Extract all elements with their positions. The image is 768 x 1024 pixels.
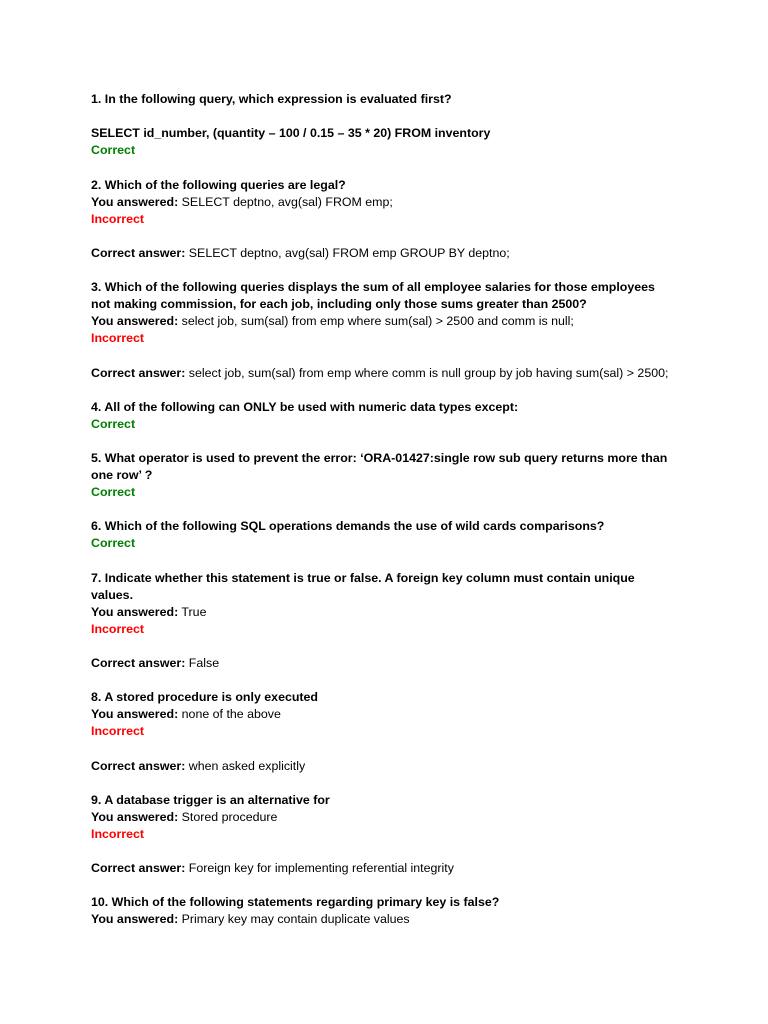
question-5-text-line-2: one row’ ? [91, 468, 153, 482]
correct-answer-label: Correct answer: [91, 366, 186, 380]
question-6-text: 6. Which of the following SQL operations demands the use of wild cards comparisons? [91, 519, 605, 533]
you-answered-value: select job, sum(sal) from emp where sum(sal) > 2500 and comm is null; [178, 314, 574, 328]
question-4-text: 4. All of the following can ONLY be used with numeric data types except: [91, 400, 519, 414]
question-7-result: Incorrect [91, 622, 145, 636]
question-8-correct-answer [91, 758, 305, 775]
question-2-text: 2. Which of the following queries are legal? [91, 178, 346, 192]
you-answered-value: Primary key may contain duplicate values [178, 912, 410, 926]
question-3-result: Incorrect [91, 331, 145, 345]
you-answered-label: You answered: [91, 195, 179, 209]
correct-answer-label: Correct answer: [91, 656, 186, 670]
question-7-text-line-1: 7. Indicate whether this statement is true or false. A foreign key column must contain unique [91, 571, 635, 585]
question-9-text: 9. A database trigger is an alternative for [91, 793, 330, 807]
question-1-query: SELECT id_number, (quantity – 100 / 0.15 – 35 * 20) FROM inventory [91, 126, 491, 140]
you-answered-label: You answered: [91, 707, 179, 721]
question-2-correct-answer [91, 245, 510, 262]
question-3-text-line-1: 3. Which of the following queries displays the sum of all employee salaries for those employees [91, 280, 655, 294]
question-8-text: 8. A stored procedure is only executed [91, 690, 318, 704]
question-3-correct-answer [91, 365, 668, 382]
question-9-you-answered [91, 809, 277, 826]
question-7-text-line-2: values. [91, 588, 134, 602]
you-answered-value: Stored procedure [178, 810, 278, 824]
you-answered-value: none of the above [178, 707, 281, 721]
question-9-correct-answer [91, 860, 454, 877]
correct-answer-label: Correct answer: [91, 759, 186, 773]
question-1-result: Correct [91, 143, 136, 157]
question-7-correct-answer [91, 655, 219, 672]
question-5-text-line-1: 5. What operator is used to prevent the error: ‘ORA-01427:single row sub query returns more than [91, 451, 668, 465]
question-9-result: Incorrect [91, 827, 145, 841]
correct-answer-value: Foreign key for implementing referential integrity [185, 861, 454, 875]
question-3-you-answered [91, 313, 574, 330]
correct-answer-label: Correct answer: [91, 246, 186, 260]
question-8-result: Incorrect [91, 724, 145, 738]
question-6-result: Correct [91, 536, 136, 550]
correct-answer-value: SELECT deptno, avg(sal) FROM emp GROUP BY deptno; [185, 246, 510, 260]
question-5-result: Correct [91, 485, 136, 499]
correct-answer-label: Correct answer: [91, 861, 186, 875]
you-answered-label: You answered: [91, 314, 179, 328]
you-answered-label: You answered: [91, 912, 179, 926]
question-10-you-answered [91, 911, 410, 928]
question-2-result: Incorrect [91, 212, 145, 226]
correct-answer-value: False [185, 656, 220, 670]
question-10-text: 10. Which of the following statements regarding primary key is false? [91, 895, 500, 909]
question-3-text-line-2: not making commission, for each job, including only those sums greater than 2500? [91, 297, 587, 311]
you-answered-value: SELECT deptno, avg(sal) FROM emp; [178, 195, 393, 209]
you-answered-value: True [178, 605, 207, 619]
correct-answer-value: when asked explicitly [185, 759, 306, 773]
question-8-you-answered [91, 706, 281, 723]
question-4-result: Correct [91, 417, 136, 431]
you-answered-label: You answered: [91, 810, 179, 824]
correct-answer-value: select job, sum(sal) from emp where comm is null group by job having sum(sal) > 2500; [185, 366, 669, 380]
question-1-text: 1. In the following query, which expression is evaluated first? [91, 92, 452, 106]
question-2-you-answered [91, 194, 393, 211]
you-answered-label: You answered: [91, 605, 179, 619]
question-7-you-answered [91, 604, 206, 621]
